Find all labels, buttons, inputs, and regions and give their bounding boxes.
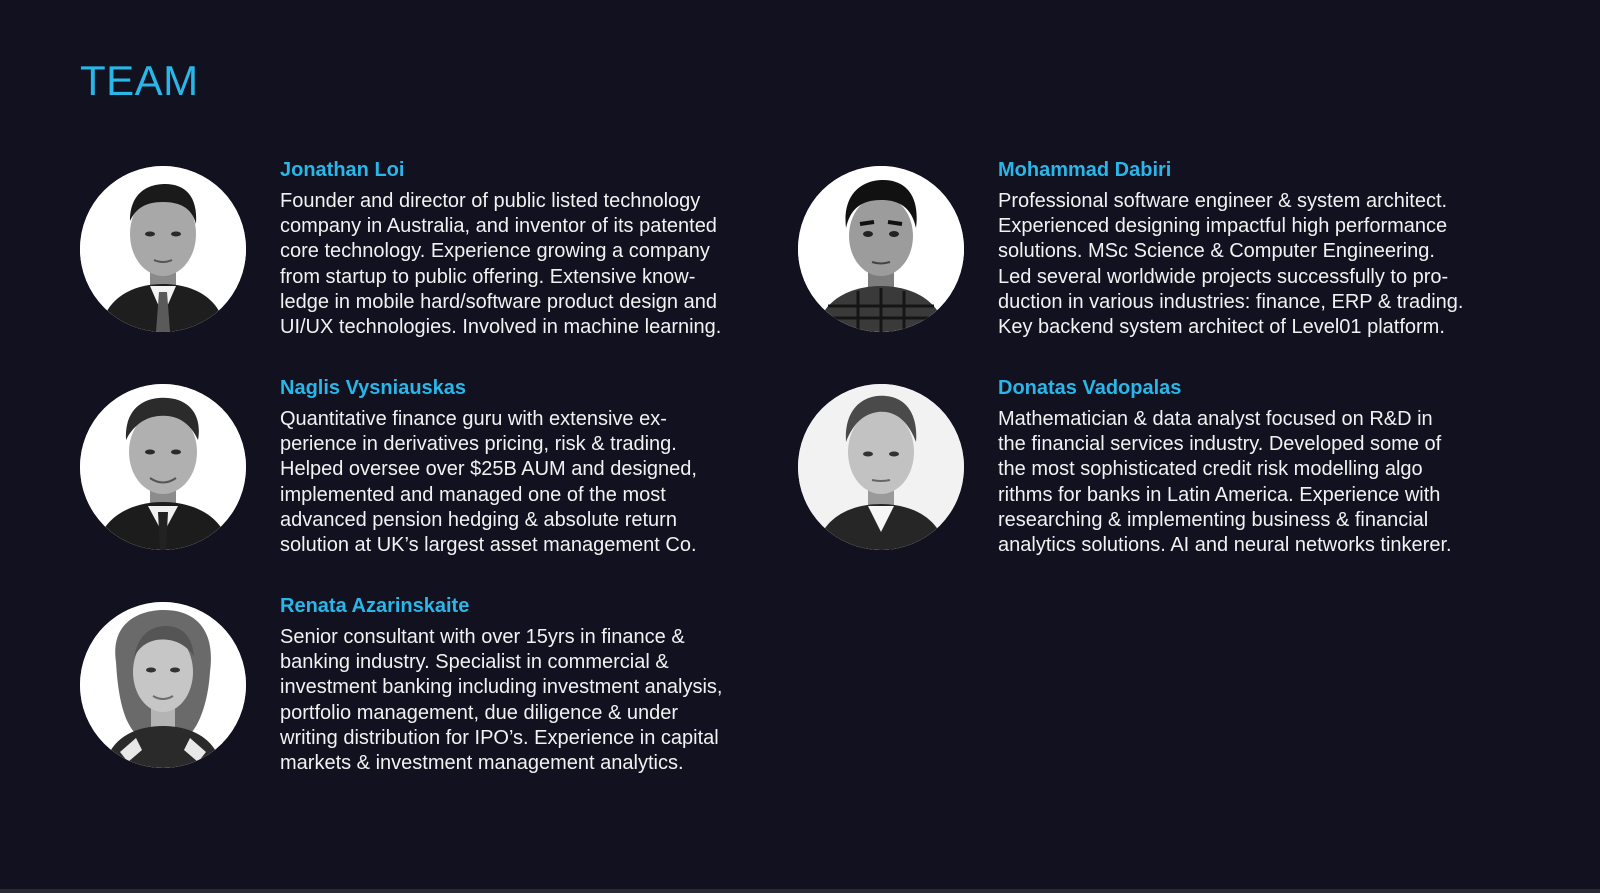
member-bio — [280, 189, 800, 340]
slide-title: TEAM — [80, 57, 199, 104]
bio-line: Led several worldwide projects successfully to pro- — [998, 265, 1449, 288]
bio-line: writing distribution for IPO’s. Experience in capital — [280, 726, 719, 749]
bio-line: solution at UK’s largest asset management Co. — [280, 534, 697, 557]
bio-line: rithms for banks in Latin America. Experience with — [998, 483, 1441, 506]
portrait-image — [798, 166, 964, 332]
bio-line: analytics solutions. AI and neural networks tinkerer. — [998, 534, 1452, 557]
member-name: Donatas Vadopalas — [998, 377, 1182, 399]
bio-line: Experienced designing impactful high performance — [998, 215, 1448, 238]
member-name: Mohammad Dabiri — [998, 159, 1172, 181]
bio-line: banking industry. Specialist in commercial & — [280, 651, 669, 674]
portrait-image — [80, 384, 246, 550]
member-name: Jonathan Loi — [280, 159, 405, 181]
bio-line: the most sophisticated credit risk modelling algo — [998, 458, 1423, 481]
bio-line: Mathematician & data analyst focused on R&D in — [998, 408, 1433, 430]
portrait-image — [798, 384, 964, 550]
member-bio — [280, 625, 800, 776]
bio-line: the financial services industry. Developed some of — [998, 433, 1442, 456]
bio-line: from startup to public offering. Extensive know- — [280, 265, 696, 288]
bio-line: core technology. Experience growing a company — [280, 240, 710, 263]
bio-line: perience in derivatives pricing, risk & trading. — [280, 433, 677, 456]
avatar-photo — [80, 602, 246, 768]
team-member-renata-azarinskaite — [80, 595, 800, 775]
team-member-mohammad-dabiri — [798, 159, 1518, 339]
bio-line: implemented and managed one of the most — [280, 483, 666, 506]
avatar-photo — [798, 384, 964, 550]
bio-line: markets & investment management analytics. — [280, 752, 684, 775]
bio-line: advanced pension hedging & absolute return — [280, 508, 677, 531]
team-member-donatas-vadopalas — [798, 377, 1518, 557]
member-info — [280, 376, 800, 558]
bio-line: solutions. MSc Science & Computer Engineering. — [998, 240, 1435, 263]
bio-line: duction in various industries: finance, ERP & trading. — [998, 290, 1464, 313]
bio-line: Helped oversee over $25B AUM and designed, — [280, 458, 697, 481]
bio-line: investment banking including investment analysis, — [280, 676, 723, 699]
bio-line: researching & implementing business & financial — [998, 508, 1429, 531]
slide-bottom-bar — [0, 889, 1600, 893]
avatar-photo — [80, 384, 246, 550]
member-name: Naglis Vysniauskas — [280, 377, 467, 399]
bio-line: company in Australia, and inventor of its patented — [280, 215, 717, 238]
bio-line: Senior consultant with over 15yrs in finance & — [280, 626, 685, 648]
member-info — [998, 376, 1518, 558]
bio-line: Quantitative finance guru with extensive ex- — [280, 408, 667, 430]
member-bio — [998, 189, 1518, 340]
member-info — [280, 594, 800, 776]
bio-line: UI/UX technologies. Involved in machine learning. — [280, 316, 722, 339]
member-info — [280, 158, 800, 340]
bio-line: portfolio management, due diligence & under — [280, 701, 679, 724]
bio-line: Founder and director of public listed technology — [280, 190, 701, 212]
bio-line: Professional software engineer & system architect. — [998, 190, 1448, 212]
member-info — [998, 158, 1518, 340]
member-bio — [280, 407, 800, 558]
bio-line: Key backend system architect of Level01 platform. — [998, 316, 1445, 339]
avatar-photo — [80, 166, 246, 332]
member-bio — [998, 407, 1518, 558]
team-member-naglis-vysniauskas — [80, 377, 800, 557]
member-name: Renata Azarinskaite — [280, 595, 470, 617]
portrait-image — [80, 166, 246, 332]
bio-line: ledge in mobile hard/software product design and — [280, 290, 717, 313]
team-member-jonathan-loi — [80, 159, 800, 339]
avatar-photo — [798, 166, 964, 332]
portrait-image — [80, 602, 246, 768]
